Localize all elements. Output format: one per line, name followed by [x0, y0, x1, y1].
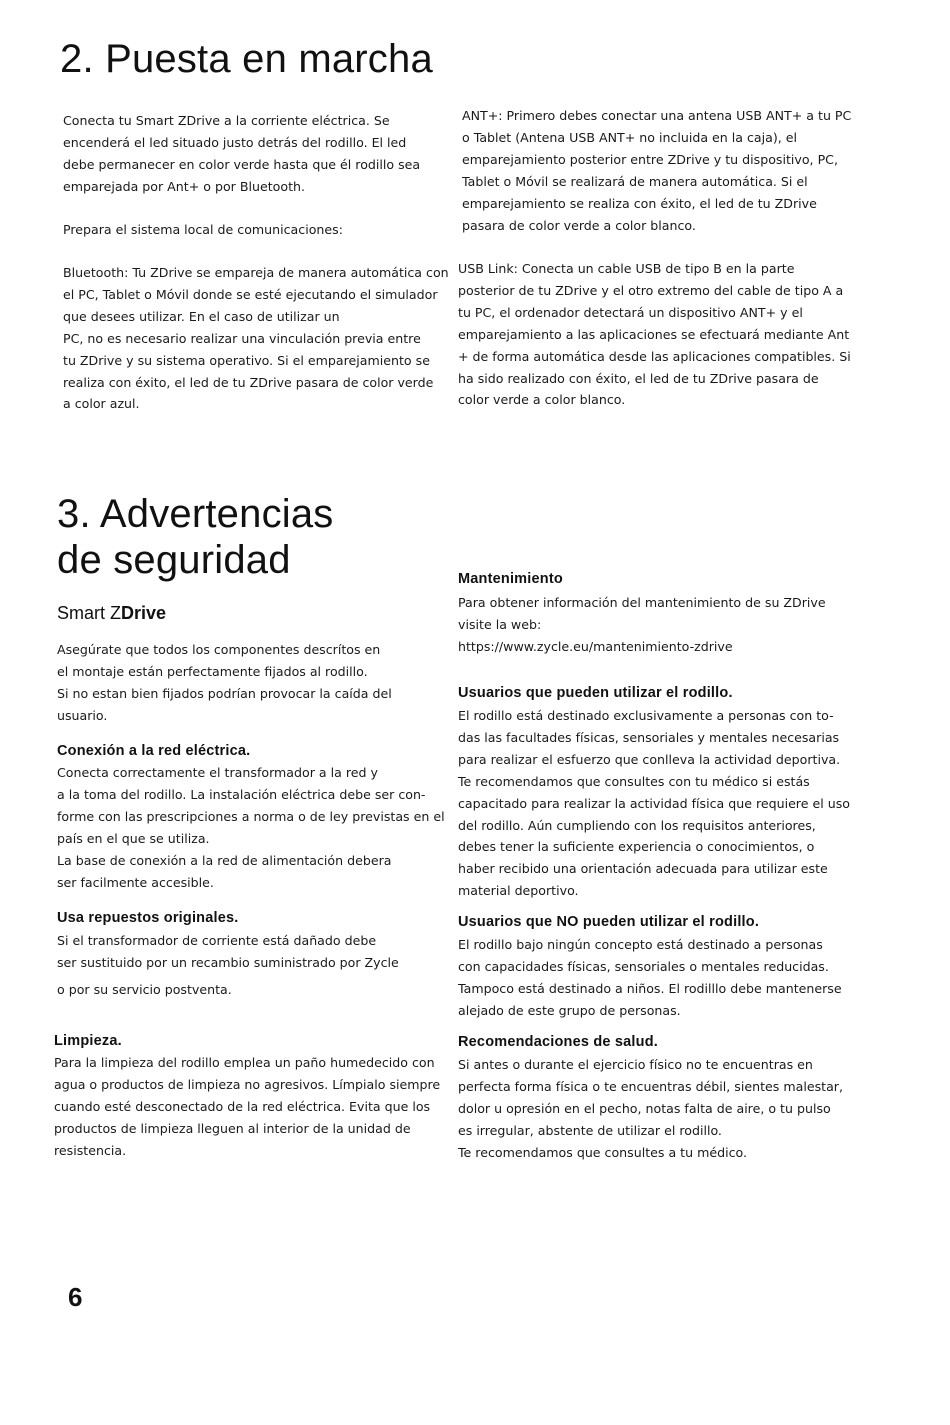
usuarios-paragraph: El rodillo está destinado exclusivamente a personas con to- das las facultades físicas, sensoriales y mentales necesarias para realizar el esfuerzo que conlleva la actividad deportiva. Te recomendamos que consultes con tu médico si estás capacitado para realizar la actividad física que requiere el uso del rodillo. Aún cumpliendo con los requisitos anteriores, debes tener la suficiente experiencia o conocimientos, o haber recibido una orientación adecuada para utilizar este material deportivo. [458, 708, 850, 899]
mantenimiento-url[interactable]: https://www.zycle.eu/mantenimiento-zdrive [458, 639, 733, 654]
conexion-heading: Conexión a la red eléctrica. [57, 743, 251, 759]
intro-paragraph: Conecta tu Smart ZDrive a la corriente eléctrica. Se encenderá el led situado justo detrás del rodillo. El led debe permanecer en color verde hasta que él rodillo sea emparejada por Ant+ o por Bluetooth. [63, 113, 421, 194]
assembly-paragraph: Asegúrate que todos los componentes descrítos en el montaje están perfectamente fijados al rodillo. Si no estan bien fijados podrían provocar la caída del usuario. [57, 642, 392, 723]
section-3-title-line2: de seguridad [57, 538, 291, 582]
conexion-paragraph: Conecta correctamente el transformador a la red y a la toma del rodillo. La instalación eléctrica debe ser con- forme con las prescripciones a norma o de ley previstas en el país en el que se utiliza. La base de conexión a la red de alimentación debera ser facilmente accesible. [57, 765, 445, 890]
limpieza-paragraph: Para la limpieza del rodillo emplea un paño humedecido con agua o productos de limpieza no agresivos. Límpialo siempre cuando esté desconectado de la red eléctrica. Evita que los productos de limpieza lleguen al interior de la unidad de resistencia. [54, 1055, 441, 1158]
repuestos-tail: o por su servicio postventa. [57, 982, 232, 997]
mantenimiento-paragraph: Para obtener información del mantenimiento de su ZDrive visite la web: [458, 595, 826, 632]
mantenimiento-heading: Mantenimiento [458, 571, 563, 587]
repuestos-paragraph: Si el transformador de corriente está dañado debe ser sustituido por un recambio suministrado por Zycle [57, 933, 399, 970]
salud-heading: Recomendaciones de salud. [458, 1034, 659, 1050]
salud-paragraph: Si antes o durante el ejercicio físico no te encuentras en perfecta forma física o te encuentras débil, sientes malestar, dolor u opresión en el pecho, notas falta de aire, o tu pulso es irregular, abstente de utilizar el rodillo. Te recomendamos que consultes a tu médico. [458, 1057, 843, 1160]
product-subtitle-normal: Smart Z [57, 603, 122, 623]
antplus-paragraph: ANT+: Primero debes conectar una antena USB ANT+ a tu PC o Tablet (Antena USB ANT+ no incluida en la caja), el emparejamiento posterior entre ZDrive y tu dispositivo, PC, Tablet o Móvil se realizará de manera automática. Si el emparejamiento se realiza con éxito, el led de tu ZDrive pasara de color verde a color blanco. [462, 108, 852, 233]
prepare-paragraph: Prepara el sistema local de comunicaciones: [63, 222, 343, 237]
page-number: 6 [68, 1282, 83, 1312]
section-2-title: 2. Puesta en marcha [60, 37, 433, 81]
bluetooth-paragraph: Bluetooth: Tu ZDrive se empareja de manera automática con el PC, Tablet o Móvil donde se esté ejecutando el simulador que desees utilizar. En el caso de utilizar un PC, no es necesario realizar una vinculación previa entre tu ZDrive y su sistema operativo. Si el emparejamiento se realiza con éxito, el led de tu ZDrive pasara de color verde a color azul. [63, 265, 449, 412]
no-usuarios-paragraph: El rodillo bajo ningún concepto está destinado a personas con capacidades físicas, sensoriales o mentales reducidas. Tampoco está destinado a niños. El rodilllo debe mantenerse alejado de este grupo de personas. [458, 937, 842, 1018]
no-usuarios-heading: Usuarios que NO pueden utilizar el rodillo. [458, 914, 760, 930]
product-subtitle-bold: Drive [121, 603, 167, 623]
section-3-title-line1: 3. Advertencias [57, 492, 334, 536]
section-3-title [57, 491, 334, 583]
usuarios-heading: Usuarios que pueden utilizar el rodillo. [458, 685, 733, 701]
limpieza-heading: Limpieza. [54, 1033, 122, 1049]
product-subtitle [57, 603, 166, 624]
usblink-paragraph: USB Link: Conecta un cable USB de tipo B en la parte posterior de tu ZDrive y el otro extremo del cable de tipo A a tu PC, el ordenador detectará un dispositivo ANT+ y el emparejamiento a las aplicaciones se efectuará mediante Ant + de forma automática desde las aplicaciones compatibles. Si ha sido realizado con éxito, el led de tu ZDrive pasara de color verde a color blanco. [458, 261, 851, 408]
repuestos-heading: Usa repuestos originales. [57, 910, 239, 926]
